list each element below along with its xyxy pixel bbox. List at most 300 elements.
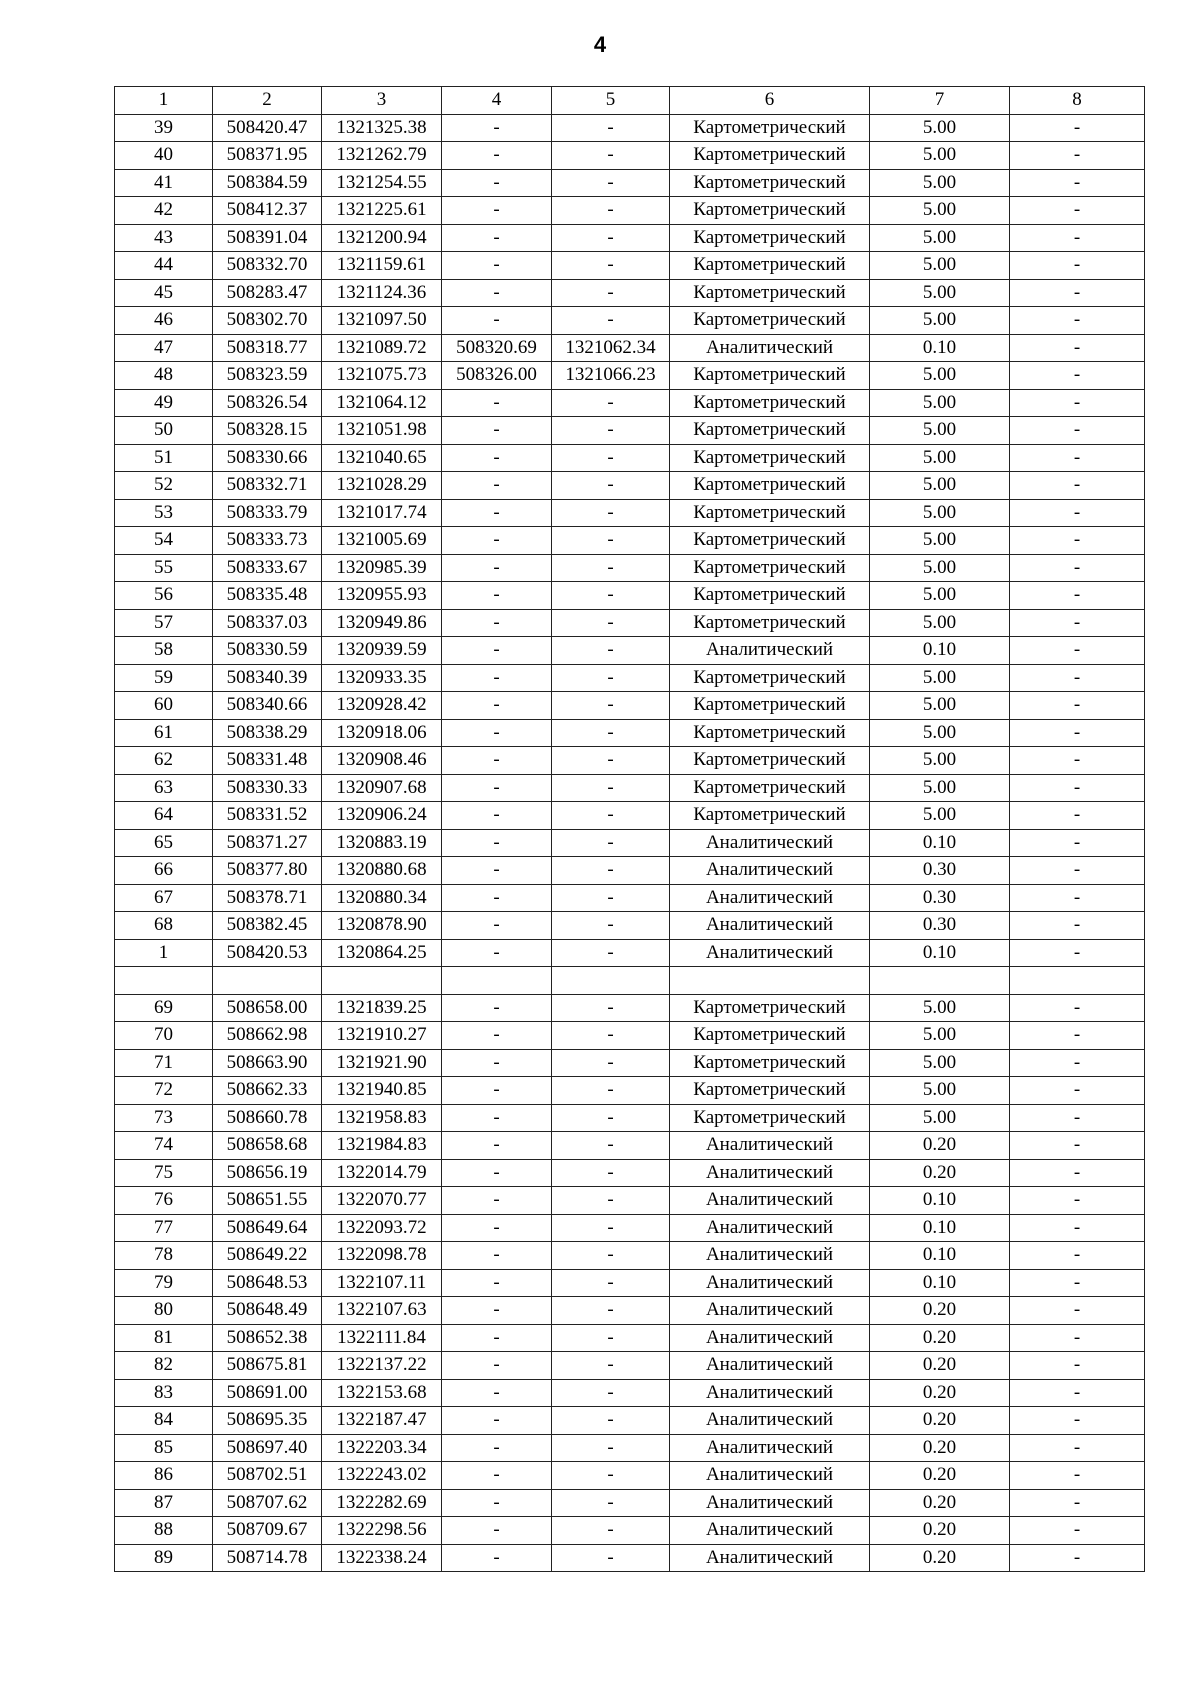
table-cell: 42 bbox=[115, 197, 213, 225]
table-row bbox=[115, 582, 1145, 610]
table-cell: 1321062.34 bbox=[552, 334, 670, 362]
table-row bbox=[115, 1544, 1145, 1572]
table-row bbox=[115, 857, 1145, 885]
table-cell: 1321200.94 bbox=[322, 224, 442, 252]
table-cell: 88 bbox=[115, 1517, 213, 1545]
table-cell: - bbox=[552, 499, 670, 527]
table-cell: 508702.51 bbox=[213, 1462, 322, 1490]
table-cell: Аналитический bbox=[670, 1407, 870, 1435]
table-cell: Картометрический bbox=[670, 114, 870, 142]
column-header: 3 bbox=[322, 87, 442, 115]
table-cell: 508691.00 bbox=[213, 1379, 322, 1407]
table-cell: Аналитический bbox=[670, 637, 870, 665]
table-cell: - bbox=[442, 994, 552, 1022]
table-cell: Картометрический bbox=[670, 417, 870, 445]
table-header-row bbox=[115, 87, 1145, 115]
table-cell: 56 bbox=[115, 582, 213, 610]
table-cell: - bbox=[552, 1407, 670, 1435]
table-row bbox=[115, 1187, 1145, 1215]
table-cell: 508340.39 bbox=[213, 664, 322, 692]
table-cell: 508648.53 bbox=[213, 1269, 322, 1297]
table-cell: 1321910.27 bbox=[322, 1022, 442, 1050]
table-cell: - bbox=[1010, 114, 1145, 142]
table-cell: - bbox=[552, 554, 670, 582]
table-row bbox=[115, 747, 1145, 775]
table-row bbox=[115, 774, 1145, 802]
table-cell: 508649.64 bbox=[213, 1214, 322, 1242]
page-number: 4 bbox=[593, 32, 607, 57]
table-cell: 0.20 bbox=[870, 1132, 1010, 1160]
table-row bbox=[115, 967, 1145, 995]
table-cell: Аналитический bbox=[670, 1297, 870, 1325]
table-cell: 48 bbox=[115, 362, 213, 390]
table-row bbox=[115, 527, 1145, 555]
table-cell: 1320883.19 bbox=[322, 829, 442, 857]
table-cell: 1321159.61 bbox=[322, 252, 442, 280]
table-cell: Аналитический bbox=[670, 1159, 870, 1187]
table-cell: 79 bbox=[115, 1269, 213, 1297]
table-row bbox=[115, 939, 1145, 967]
table-cell: - bbox=[442, 389, 552, 417]
table-cell: Аналитический bbox=[670, 1187, 870, 1215]
table-cell: - bbox=[442, 1544, 552, 1572]
table-cell: - bbox=[1010, 1049, 1145, 1077]
table-cell: 508333.67 bbox=[213, 554, 322, 582]
table-cell: - bbox=[1010, 1187, 1145, 1215]
table-cell: - bbox=[1010, 1544, 1145, 1572]
table-cell: Картометрический bbox=[670, 774, 870, 802]
table-cell: 508323.59 bbox=[213, 362, 322, 390]
table-cell: 86 bbox=[115, 1462, 213, 1490]
table-cell: - bbox=[552, 252, 670, 280]
table-cell: - bbox=[442, 1242, 552, 1270]
table-cell: 508326.54 bbox=[213, 389, 322, 417]
table-row bbox=[115, 499, 1145, 527]
table-cell: 1321225.61 bbox=[322, 197, 442, 225]
table-cell: Аналитический bbox=[670, 1517, 870, 1545]
table-cell: 508391.04 bbox=[213, 224, 322, 252]
table-cell: - bbox=[1010, 224, 1145, 252]
table-cell: 1320949.86 bbox=[322, 609, 442, 637]
table-cell: 1322107.11 bbox=[322, 1269, 442, 1297]
table-cell: - bbox=[1010, 1242, 1145, 1270]
table-cell: - bbox=[442, 637, 552, 665]
table-cell: Аналитический bbox=[670, 1269, 870, 1297]
table-cell: Картометрический bbox=[670, 994, 870, 1022]
table-cell: 508651.55 bbox=[213, 1187, 322, 1215]
table-cell: 1321984.83 bbox=[322, 1132, 442, 1160]
table-cell: - bbox=[552, 1077, 670, 1105]
table-cell: 0.10 bbox=[870, 1269, 1010, 1297]
table-cell: 1321075.73 bbox=[322, 362, 442, 390]
table-cell: 1321325.38 bbox=[322, 114, 442, 142]
table-cell: - bbox=[552, 389, 670, 417]
table-cell bbox=[213, 967, 322, 995]
table-cell: 508332.71 bbox=[213, 472, 322, 500]
table-cell: - bbox=[552, 1132, 670, 1160]
table-cell: 508328.15 bbox=[213, 417, 322, 445]
table-cell: 508337.03 bbox=[213, 609, 322, 637]
table-cell: - bbox=[1010, 884, 1145, 912]
table-cell: 1320933.35 bbox=[322, 664, 442, 692]
table-cell: - bbox=[552, 1049, 670, 1077]
table-cell: - bbox=[1010, 939, 1145, 967]
table-cell: - bbox=[442, 197, 552, 225]
table-cell: 508707.62 bbox=[213, 1489, 322, 1517]
table-cell: 508377.80 bbox=[213, 857, 322, 885]
table-cell: 508384.59 bbox=[213, 169, 322, 197]
table-cell: 82 bbox=[115, 1352, 213, 1380]
table-cell: - bbox=[552, 1462, 670, 1490]
table-cell: 0.20 bbox=[870, 1379, 1010, 1407]
table-cell: 508378.71 bbox=[213, 884, 322, 912]
table-cell: 1321017.74 bbox=[322, 499, 442, 527]
column-header: 6 bbox=[670, 87, 870, 115]
table-cell: 508371.27 bbox=[213, 829, 322, 857]
column-header: 5 bbox=[552, 87, 670, 115]
table-cell: - bbox=[552, 1269, 670, 1297]
column-header: 4 bbox=[442, 87, 552, 115]
table-cell: Картометрический bbox=[670, 444, 870, 472]
table-cell: 53 bbox=[115, 499, 213, 527]
table-cell: 508335.48 bbox=[213, 582, 322, 610]
table-cell: 75 bbox=[115, 1159, 213, 1187]
table-cell: 0.20 bbox=[870, 1462, 1010, 1490]
table-cell: - bbox=[442, 802, 552, 830]
table-cell: 5.00 bbox=[870, 417, 1010, 445]
table-row bbox=[115, 334, 1145, 362]
table-cell: - bbox=[552, 857, 670, 885]
table-cell: - bbox=[442, 1132, 552, 1160]
table-row bbox=[115, 1462, 1145, 1490]
table-cell: 508675.81 bbox=[213, 1352, 322, 1380]
table-cell: Аналитический bbox=[670, 884, 870, 912]
table-cell: 0.20 bbox=[870, 1544, 1010, 1572]
table-cell: 87 bbox=[115, 1489, 213, 1517]
table-cell: 0.10 bbox=[870, 334, 1010, 362]
table-cell: - bbox=[552, 1187, 670, 1215]
table-cell: 63 bbox=[115, 774, 213, 802]
table-cell: 65 bbox=[115, 829, 213, 857]
table-cell: 1320928.42 bbox=[322, 692, 442, 720]
table-cell: - bbox=[1010, 637, 1145, 665]
table-cell: - bbox=[552, 1544, 670, 1572]
table-cell: 5.00 bbox=[870, 692, 1010, 720]
table-row bbox=[115, 444, 1145, 472]
table-cell: 1321064.12 bbox=[322, 389, 442, 417]
table-cell: - bbox=[1010, 857, 1145, 885]
table-row bbox=[115, 554, 1145, 582]
table-cell: - bbox=[442, 664, 552, 692]
table-cell: - bbox=[1010, 719, 1145, 747]
table-cell: - bbox=[1010, 1407, 1145, 1435]
table-cell: Картометрический bbox=[670, 747, 870, 775]
table-cell: 1322338.24 bbox=[322, 1544, 442, 1572]
table-cell: - bbox=[442, 1489, 552, 1517]
table-cell: - bbox=[1010, 1352, 1145, 1380]
table-cell: - bbox=[552, 1489, 670, 1517]
table-row bbox=[115, 664, 1145, 692]
table-cell: - bbox=[442, 609, 552, 637]
table-cell: - bbox=[1010, 1297, 1145, 1325]
table-row bbox=[115, 609, 1145, 637]
table-row bbox=[115, 1379, 1145, 1407]
table-row bbox=[115, 279, 1145, 307]
table-row bbox=[115, 692, 1145, 720]
table-cell: - bbox=[1010, 774, 1145, 802]
table-cell: Аналитический bbox=[670, 1379, 870, 1407]
table-cell: - bbox=[552, 1242, 670, 1270]
table-cell: - bbox=[442, 1159, 552, 1187]
table-cell: Аналитический bbox=[670, 1324, 870, 1352]
table-cell: 1320880.68 bbox=[322, 857, 442, 885]
table-cell: 1321262.79 bbox=[322, 142, 442, 170]
table-cell: 508318.77 bbox=[213, 334, 322, 362]
table-cell: - bbox=[1010, 1517, 1145, 1545]
table-cell: - bbox=[442, 1434, 552, 1462]
table-cell: - bbox=[442, 1517, 552, 1545]
table-cell: - bbox=[442, 1324, 552, 1352]
table-cell: 78 bbox=[115, 1242, 213, 1270]
table-cell: - bbox=[442, 142, 552, 170]
table-cell: - bbox=[1010, 994, 1145, 1022]
table-cell: - bbox=[1010, 417, 1145, 445]
table-cell: - bbox=[552, 1214, 670, 1242]
table-cell: - bbox=[442, 939, 552, 967]
table-cell: - bbox=[1010, 334, 1145, 362]
table-cell: 62 bbox=[115, 747, 213, 775]
table-cell: 1321921.90 bbox=[322, 1049, 442, 1077]
table-cell: 43 bbox=[115, 224, 213, 252]
table-cell: 508663.90 bbox=[213, 1049, 322, 1077]
table-cell: 1321940.85 bbox=[322, 1077, 442, 1105]
table-cell: 59 bbox=[115, 664, 213, 692]
table-cell: - bbox=[442, 1379, 552, 1407]
table-cell: - bbox=[1010, 197, 1145, 225]
table-cell: - bbox=[552, 664, 670, 692]
column-header: 7 bbox=[870, 87, 1010, 115]
table-cell: - bbox=[442, 1352, 552, 1380]
table-cell: - bbox=[442, 527, 552, 555]
table-cell: - bbox=[442, 444, 552, 472]
table-cell: 70 bbox=[115, 1022, 213, 1050]
table-cell: - bbox=[552, 307, 670, 335]
table-cell: - bbox=[1010, 802, 1145, 830]
table-cell bbox=[322, 967, 442, 995]
table-cell: Картометрический bbox=[670, 279, 870, 307]
table-cell: Картометрический bbox=[670, 224, 870, 252]
table-cell: 67 bbox=[115, 884, 213, 912]
table-cell: 64 bbox=[115, 802, 213, 830]
table-cell: - bbox=[442, 1049, 552, 1077]
table-cell: Картометрический bbox=[670, 1077, 870, 1105]
table-cell: 5.00 bbox=[870, 1077, 1010, 1105]
table-cell: - bbox=[1010, 362, 1145, 390]
table-cell: 1322282.69 bbox=[322, 1489, 442, 1517]
table-cell: 0.20 bbox=[870, 1324, 1010, 1352]
table-cell: - bbox=[552, 1434, 670, 1462]
table-cell: - bbox=[1010, 912, 1145, 940]
table-cell: 508709.67 bbox=[213, 1517, 322, 1545]
table-cell: 508658.00 bbox=[213, 994, 322, 1022]
table-cell: Картометрический bbox=[670, 554, 870, 582]
table-cell: 69 bbox=[115, 994, 213, 1022]
table-cell: 508412.37 bbox=[213, 197, 322, 225]
table-cell: 508332.70 bbox=[213, 252, 322, 280]
table-cell: - bbox=[552, 884, 670, 912]
table-cell: - bbox=[1010, 527, 1145, 555]
table-cell: - bbox=[1010, 1269, 1145, 1297]
table-cell: 1321051.98 bbox=[322, 417, 442, 445]
table-cell: 1320864.25 bbox=[322, 939, 442, 967]
table-cell: - bbox=[1010, 1462, 1145, 1490]
table-cell: 1321839.25 bbox=[322, 994, 442, 1022]
table-cell: - bbox=[552, 472, 670, 500]
table-cell: 0.20 bbox=[870, 1297, 1010, 1325]
table-cell: - bbox=[1010, 252, 1145, 280]
table-cell: Картометрический bbox=[670, 389, 870, 417]
table-cell: 46 bbox=[115, 307, 213, 335]
table-cell: 1321028.29 bbox=[322, 472, 442, 500]
column-header: 1 bbox=[115, 87, 213, 115]
table-cell bbox=[442, 967, 552, 995]
table-cell: - bbox=[442, 747, 552, 775]
table-cell: 5.00 bbox=[870, 1049, 1010, 1077]
table-cell: - bbox=[552, 802, 670, 830]
table-cell: - bbox=[552, 637, 670, 665]
table-cell: - bbox=[1010, 1132, 1145, 1160]
table-row bbox=[115, 1297, 1145, 1325]
table-cell: - bbox=[442, 169, 552, 197]
table-cell: 1320878.90 bbox=[322, 912, 442, 940]
table-cell: 508371.95 bbox=[213, 142, 322, 170]
table-cell: 0.20 bbox=[870, 1434, 1010, 1462]
table-cell: 5.00 bbox=[870, 307, 1010, 335]
table-cell: 508695.35 bbox=[213, 1407, 322, 1435]
table-cell: - bbox=[552, 1104, 670, 1132]
table-cell: Аналитический bbox=[670, 1242, 870, 1270]
table-cell: - bbox=[442, 1214, 552, 1242]
table-cell: 508662.33 bbox=[213, 1077, 322, 1105]
table-cell: Аналитический bbox=[670, 1544, 870, 1572]
table-cell: 5.00 bbox=[870, 224, 1010, 252]
table-cell: 1320955.93 bbox=[322, 582, 442, 610]
table-cell bbox=[670, 967, 870, 995]
table-row bbox=[115, 1434, 1145, 1462]
table-row bbox=[115, 1022, 1145, 1050]
table-body bbox=[115, 114, 1145, 1572]
table-cell: 0.10 bbox=[870, 1242, 1010, 1270]
table-cell: 508660.78 bbox=[213, 1104, 322, 1132]
table-cell: 1320918.06 bbox=[322, 719, 442, 747]
table-row bbox=[115, 719, 1145, 747]
table-cell: - bbox=[442, 857, 552, 885]
table-cell: 1321097.50 bbox=[322, 307, 442, 335]
table-cell bbox=[870, 967, 1010, 995]
table-cell: - bbox=[442, 692, 552, 720]
table-cell: - bbox=[442, 884, 552, 912]
table-cell: - bbox=[442, 224, 552, 252]
table-cell: 5.00 bbox=[870, 389, 1010, 417]
table-cell: 5.00 bbox=[870, 197, 1010, 225]
table-cell: 1322203.34 bbox=[322, 1434, 442, 1462]
table-cell: 1321040.65 bbox=[322, 444, 442, 472]
table-cell: 508331.52 bbox=[213, 802, 322, 830]
table-cell: 0.10 bbox=[870, 1187, 1010, 1215]
table-cell: 1322107.63 bbox=[322, 1297, 442, 1325]
table-row bbox=[115, 114, 1145, 142]
table-cell: - bbox=[442, 499, 552, 527]
table-cell bbox=[1010, 967, 1145, 995]
table-cell: 508330.59 bbox=[213, 637, 322, 665]
table-cell: Картометрический bbox=[670, 719, 870, 747]
table-cell: 1322137.22 bbox=[322, 1352, 442, 1380]
table-cell: Картометрический bbox=[670, 472, 870, 500]
table-cell: - bbox=[552, 912, 670, 940]
table-row bbox=[115, 389, 1145, 417]
table-cell: 83 bbox=[115, 1379, 213, 1407]
table-row bbox=[115, 994, 1145, 1022]
table-cell: - bbox=[1010, 582, 1145, 610]
table-row bbox=[115, 1407, 1145, 1435]
table-cell: 1322243.02 bbox=[322, 1462, 442, 1490]
table-cell bbox=[552, 967, 670, 995]
table-row bbox=[115, 1132, 1145, 1160]
table-cell: - bbox=[442, 912, 552, 940]
table-cell: - bbox=[442, 307, 552, 335]
table-cell: 81 bbox=[115, 1324, 213, 1352]
table-cell: - bbox=[1010, 747, 1145, 775]
table-row bbox=[115, 1242, 1145, 1270]
table-cell: - bbox=[442, 1407, 552, 1435]
table-cell: 50 bbox=[115, 417, 213, 445]
table-cell: - bbox=[552, 994, 670, 1022]
table-cell: - bbox=[442, 719, 552, 747]
table-cell: 41 bbox=[115, 169, 213, 197]
table-cell: 508420.47 bbox=[213, 114, 322, 142]
table-row bbox=[115, 1049, 1145, 1077]
table-cell: 5.00 bbox=[870, 499, 1010, 527]
table-cell: - bbox=[1010, 499, 1145, 527]
table-cell: - bbox=[1010, 1022, 1145, 1050]
table-row bbox=[115, 472, 1145, 500]
table-cell: Картометрический bbox=[670, 692, 870, 720]
table-cell: 508333.73 bbox=[213, 527, 322, 555]
table-cell: 39 bbox=[115, 114, 213, 142]
table-cell: 508333.79 bbox=[213, 499, 322, 527]
table-cell: 1320908.46 bbox=[322, 747, 442, 775]
table-cell: 60 bbox=[115, 692, 213, 720]
table-cell: 5.00 bbox=[870, 664, 1010, 692]
table-cell: 73 bbox=[115, 1104, 213, 1132]
table-cell: 5.00 bbox=[870, 609, 1010, 637]
table-cell: - bbox=[1010, 1077, 1145, 1105]
table-cell: 5.00 bbox=[870, 582, 1010, 610]
table-cell: 1321124.36 bbox=[322, 279, 442, 307]
table-cell: 508338.29 bbox=[213, 719, 322, 747]
table-cell: 508340.66 bbox=[213, 692, 322, 720]
table-cell: 1 bbox=[115, 939, 213, 967]
table-cell: 72 bbox=[115, 1077, 213, 1105]
table-cell: Картометрический bbox=[670, 362, 870, 390]
table-cell: - bbox=[552, 1022, 670, 1050]
table-row bbox=[115, 197, 1145, 225]
table-row bbox=[115, 1352, 1145, 1380]
table-cell: 1320906.24 bbox=[322, 802, 442, 830]
table-cell: 84 bbox=[115, 1407, 213, 1435]
table-cell: - bbox=[442, 1297, 552, 1325]
table-cell: Аналитический bbox=[670, 939, 870, 967]
